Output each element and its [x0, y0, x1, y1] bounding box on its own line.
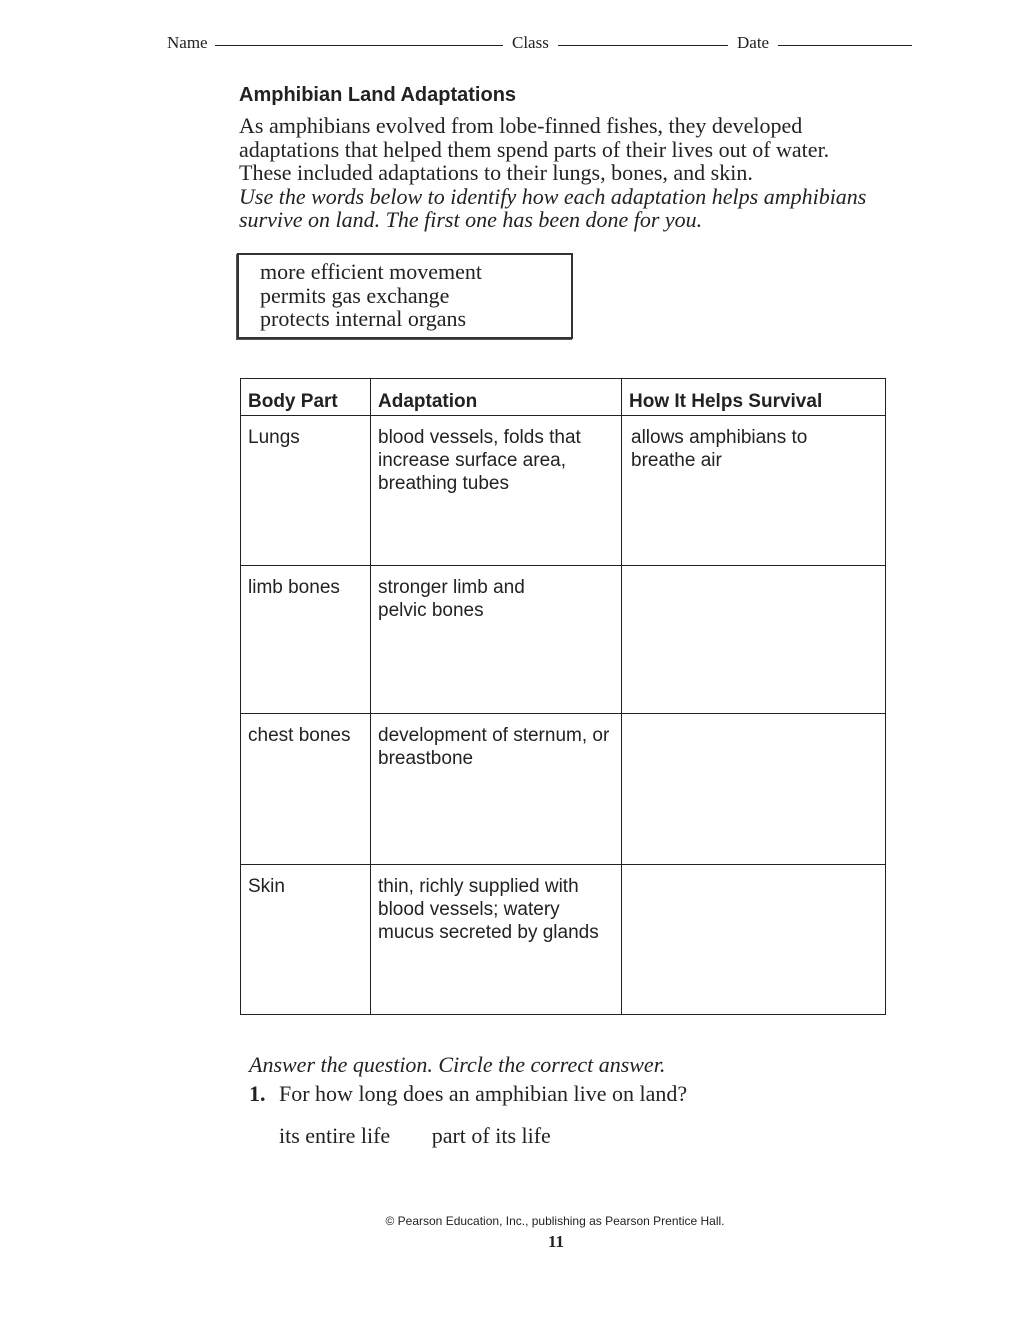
- page-title: Amphibian Land Adaptations: [239, 84, 517, 106]
- answer-choice[interactable]: part of its life: [431, 1123, 551, 1148]
- column-header-adaptation: Adaptation: [371, 379, 622, 416]
- copyright-notice: © Pearson Education, Inc., publishing as Pearson Prentice Hall.: [385, 1214, 725, 1228]
- class-field[interactable]: [558, 45, 728, 46]
- column-header-body-part: Body Part: [241, 379, 371, 416]
- table-header-row: [241, 379, 886, 416]
- adaptation-cell: thin, richly supplied with blood vessels; watery mucus secreted by glands: [371, 865, 622, 1015]
- body-part-cell: Lungs: [241, 416, 371, 566]
- class-label: Class: [512, 33, 549, 52]
- body-part-cell: chest bones: [241, 714, 371, 865]
- survival-answer-cell[interactable]: [622, 714, 886, 865]
- name-label: Name: [167, 33, 208, 52]
- adaptation-cell: blood vessels, folds that increase surface area, breathing tubes: [371, 416, 622, 566]
- date-field[interactable]: [778, 45, 912, 46]
- date-label: Date: [737, 33, 770, 52]
- word-bank-item: more efficient movement: [260, 259, 482, 284]
- worksheet-header: [167, 33, 912, 53]
- question-number: 1.: [249, 1081, 266, 1106]
- survival-answer-cell[interactable]: [622, 566, 886, 714]
- table-row: [241, 865, 886, 1015]
- table-row: [241, 566, 886, 714]
- answer-choices: [279, 1123, 587, 1149]
- intro-instructions: Use the words below to identify how each adaptation helps amphibians survive on land. The first one has been done for you.: [239, 183, 867, 232]
- column-header-survival: How It Helps Survival: [622, 379, 886, 416]
- word-bank-item: permits gas exchange: [260, 282, 450, 308]
- word-bank: [237, 253, 573, 339]
- table-row: [241, 714, 886, 865]
- page-number: 11: [547, 1232, 565, 1251]
- answer-choice[interactable]: its entire life: [279, 1123, 391, 1148]
- question-section: [249, 1052, 688, 1106]
- survival-cell: allows amphibians to breathe air: [622, 416, 886, 566]
- adaptation-cell: stronger limb and pelvic bones: [371, 566, 622, 714]
- adaptation-cell: development of sternum, or breastbone: [371, 714, 622, 865]
- word-bank-item: protects internal organs: [260, 306, 467, 331]
- question-text: For how long does an amphibian live on land?: [279, 1081, 688, 1106]
- body-part-cell: limb bones: [241, 566, 371, 714]
- adaptations-table: [240, 378, 886, 1015]
- question-1: [249, 1081, 849, 1107]
- intro-paragraph: As amphibians evolved from lobe-finned fishes, they developed adaptations that helped them spend parts of their lives out of water. These included adaptations to their lungs, bones, and skin.: [239, 113, 830, 185]
- table-row: [241, 416, 886, 566]
- intro: [239, 114, 919, 232]
- survival-answer-cell[interactable]: [622, 865, 886, 1015]
- question-instructions: Answer the question. Circle the correct answer.: [249, 1052, 666, 1077]
- name-field[interactable]: [215, 45, 503, 46]
- body-part-cell: Skin: [241, 865, 371, 1015]
